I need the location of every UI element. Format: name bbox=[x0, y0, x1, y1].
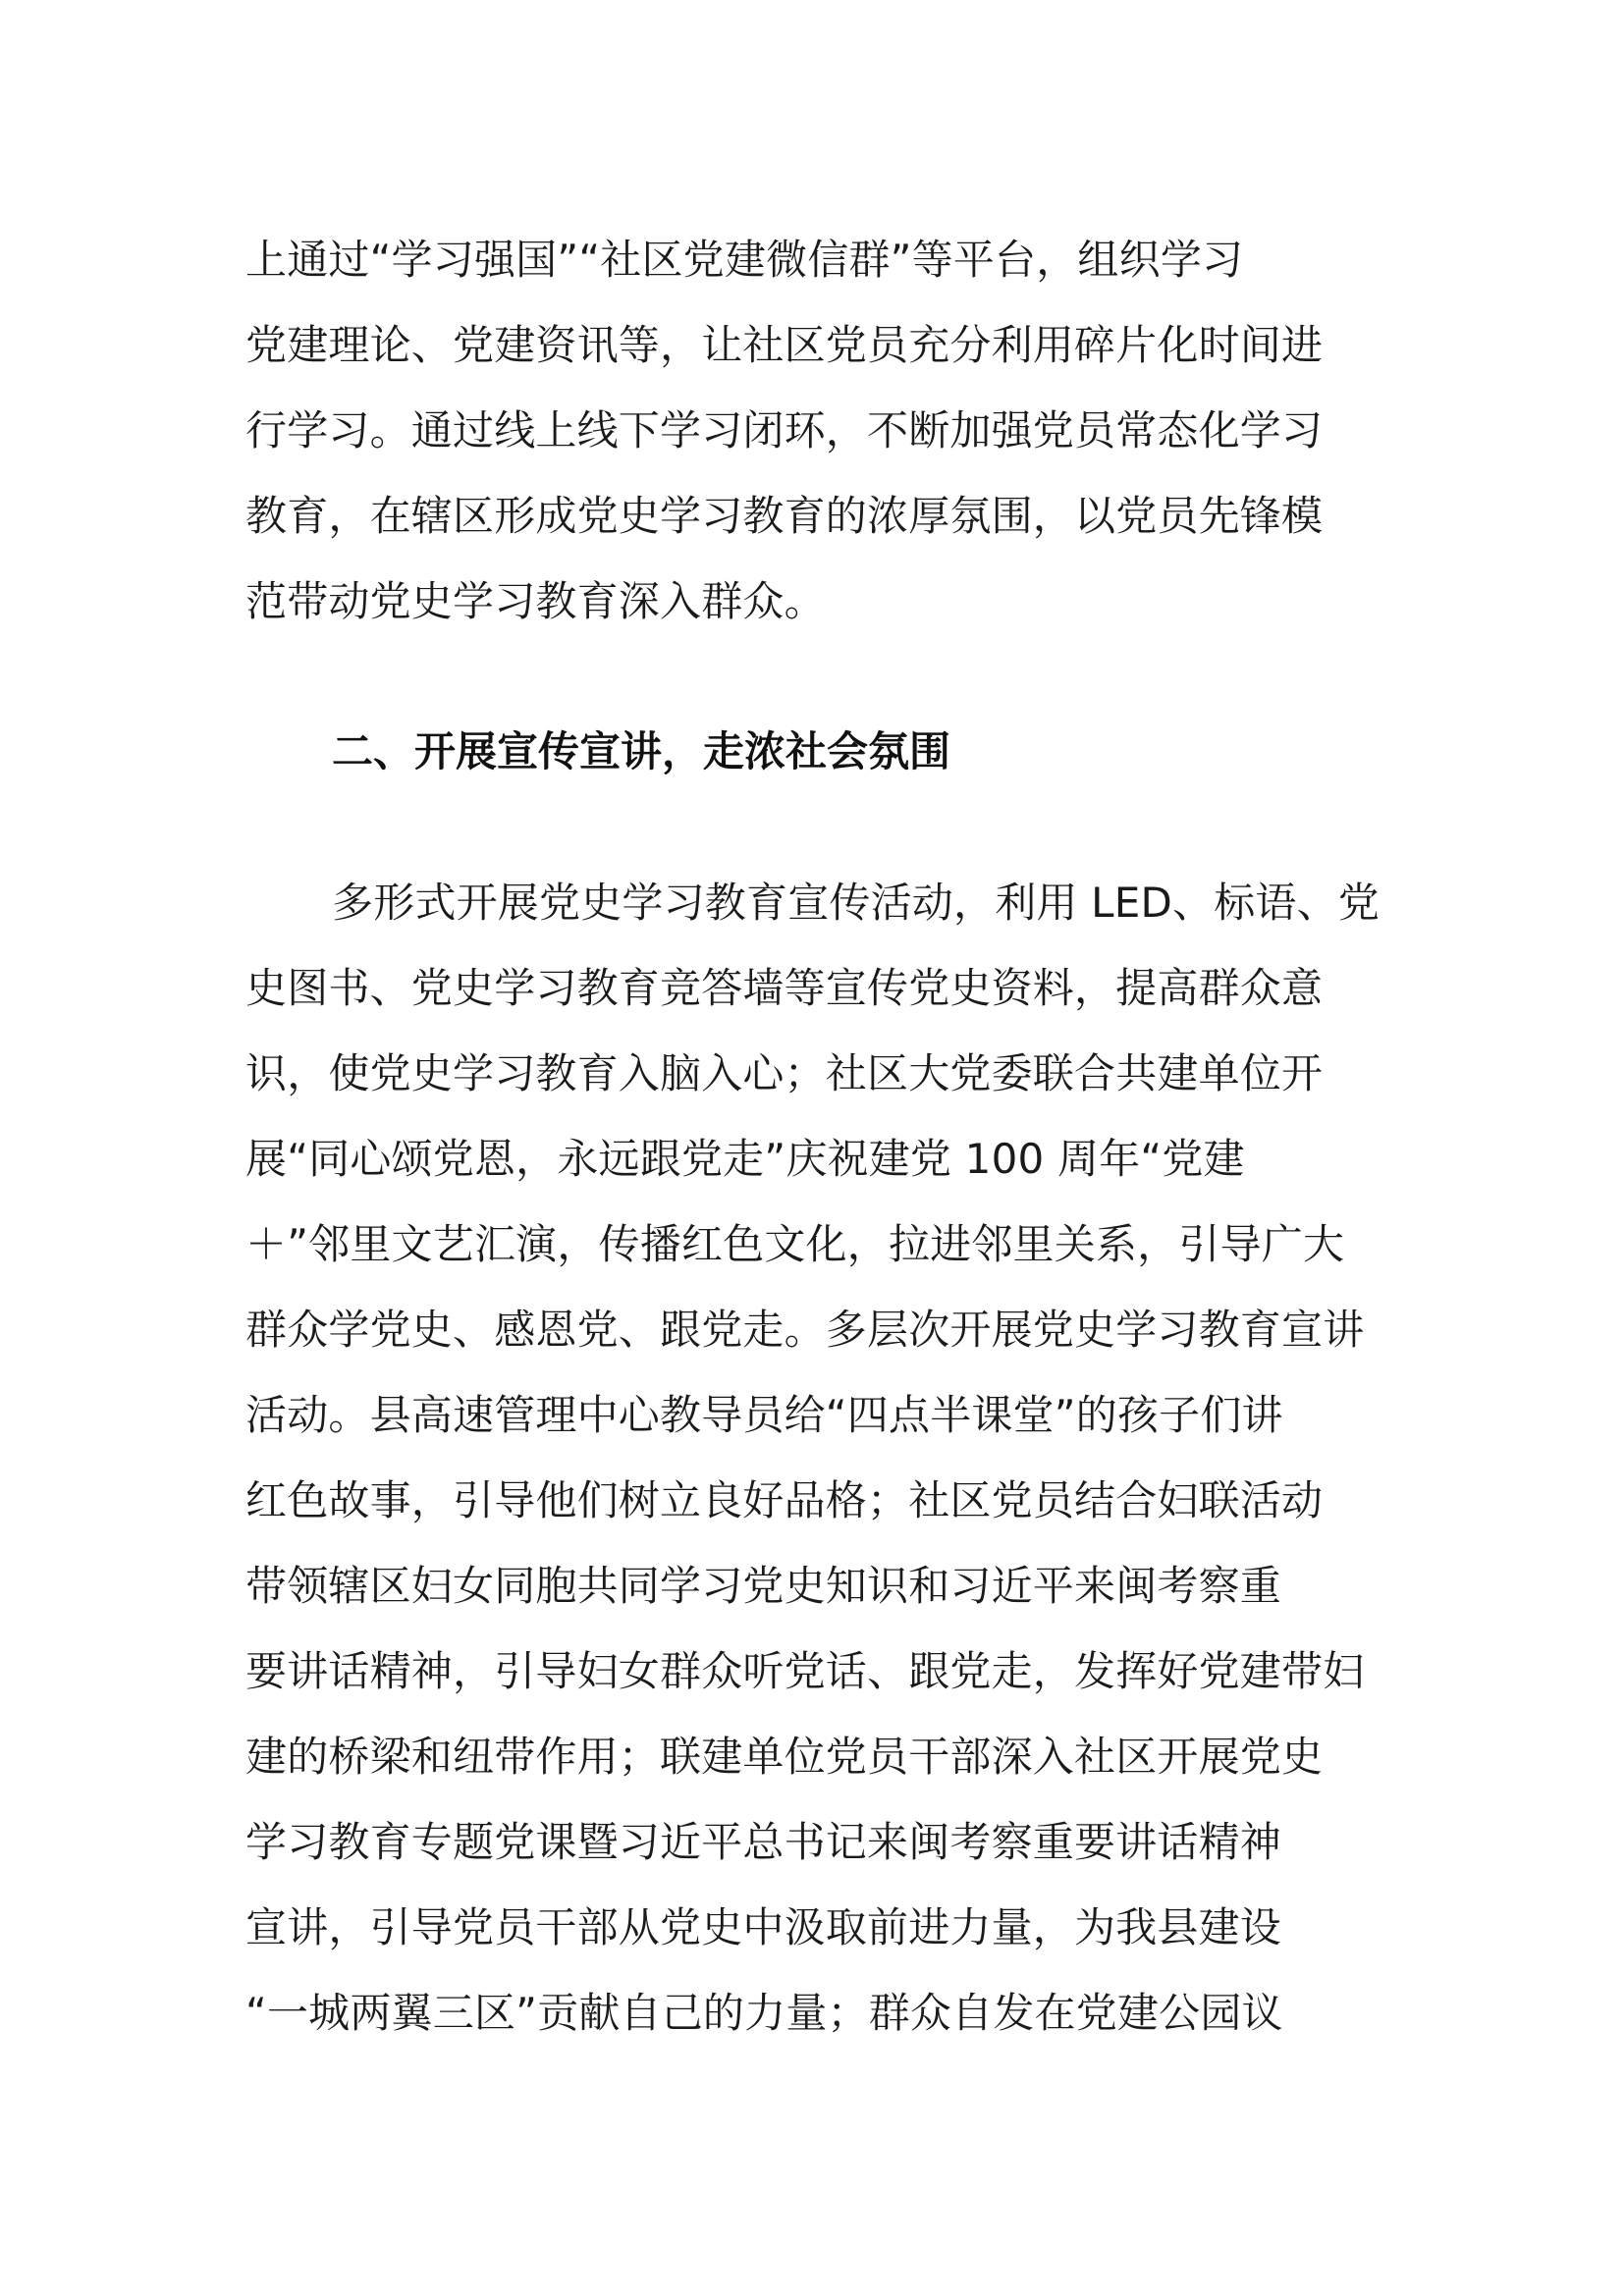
section-heading: 二、开展宣传宣讲，走浓社会氛围 bbox=[332, 727, 951, 775]
paragraph-line: 活动。县高速管理中心教导员给“四点半课堂”的孩子们讲 bbox=[245, 1391, 1283, 1439]
paragraph-line: 史图书、党史学习教育竞答墙等宣传党史资料，提高群众意 bbox=[245, 964, 1324, 1012]
paragraph-line: ＋”邻里文艺汇演，传播红色文化，拉进邻里关系，引导广大 bbox=[245, 1220, 1345, 1268]
paragraph-line: 红色故事，引导他们树立良好品格；社区党员结合妇联活动 bbox=[245, 1476, 1324, 1524]
paragraph-line: 学习教育专题党课暨习近平总书记来闽考察重要讲话精神 bbox=[245, 1818, 1282, 1866]
paragraph-line: “一城两翼三区”贡献自己的力量；群众自发在党建公园议 bbox=[245, 1989, 1283, 2037]
paragraph-line: 展“同心颂党恩，永远跟党走”庆祝建党 100 周年“党建 bbox=[245, 1135, 1245, 1183]
paragraph-first-line: 多形式开展党史学习教育宣传活动，利用 LED、标语、党 bbox=[332, 879, 1380, 927]
paragraph-line: 识，使党史学习教育入脑入心；社区大党委联合共建单位开 bbox=[245, 1049, 1324, 1097]
paragraph-line: 教育，在辖区形成党史学习教育的浓厚氛围，以党员先锋模 bbox=[245, 492, 1324, 540]
paragraph-line: 带领辖区妇女同胞共同学习党史知识和习近平来闽考察重 bbox=[245, 1562, 1282, 1610]
section-paragraph bbox=[245, 860, 1394, 2056]
paragraph-continued bbox=[245, 217, 1394, 644]
paragraph-line: 宣讲，引导党员干部从党史中汲取前进力量，为我县建设 bbox=[245, 1903, 1282, 1951]
paragraph-line: 行学习。通过线上线下学习闭环，不断加强党员常态化学习 bbox=[245, 406, 1324, 454]
paragraph-line: 上通过“学习强国”“社区党建微信群”等平台，组织学习 bbox=[245, 236, 1244, 284]
paragraph-line: 群众学党史、感恩党、跟党走。多层次开展党史学习教育宣讲 bbox=[245, 1306, 1365, 1354]
paragraph-line: 范带动党史学习教育深入群众。 bbox=[245, 577, 826, 625]
paragraph-line: 党建理论、党建资讯等，让社区党员充分利用碎片化时间进 bbox=[245, 321, 1324, 369]
paragraph-line: 建的桥梁和纽带作用；联建单位党员干部深入社区开展党史 bbox=[245, 1733, 1324, 1781]
paragraph-line: 要讲话精神，引导妇女群众听党话、跟党走，发挥好党建带妇 bbox=[245, 1647, 1365, 1695]
